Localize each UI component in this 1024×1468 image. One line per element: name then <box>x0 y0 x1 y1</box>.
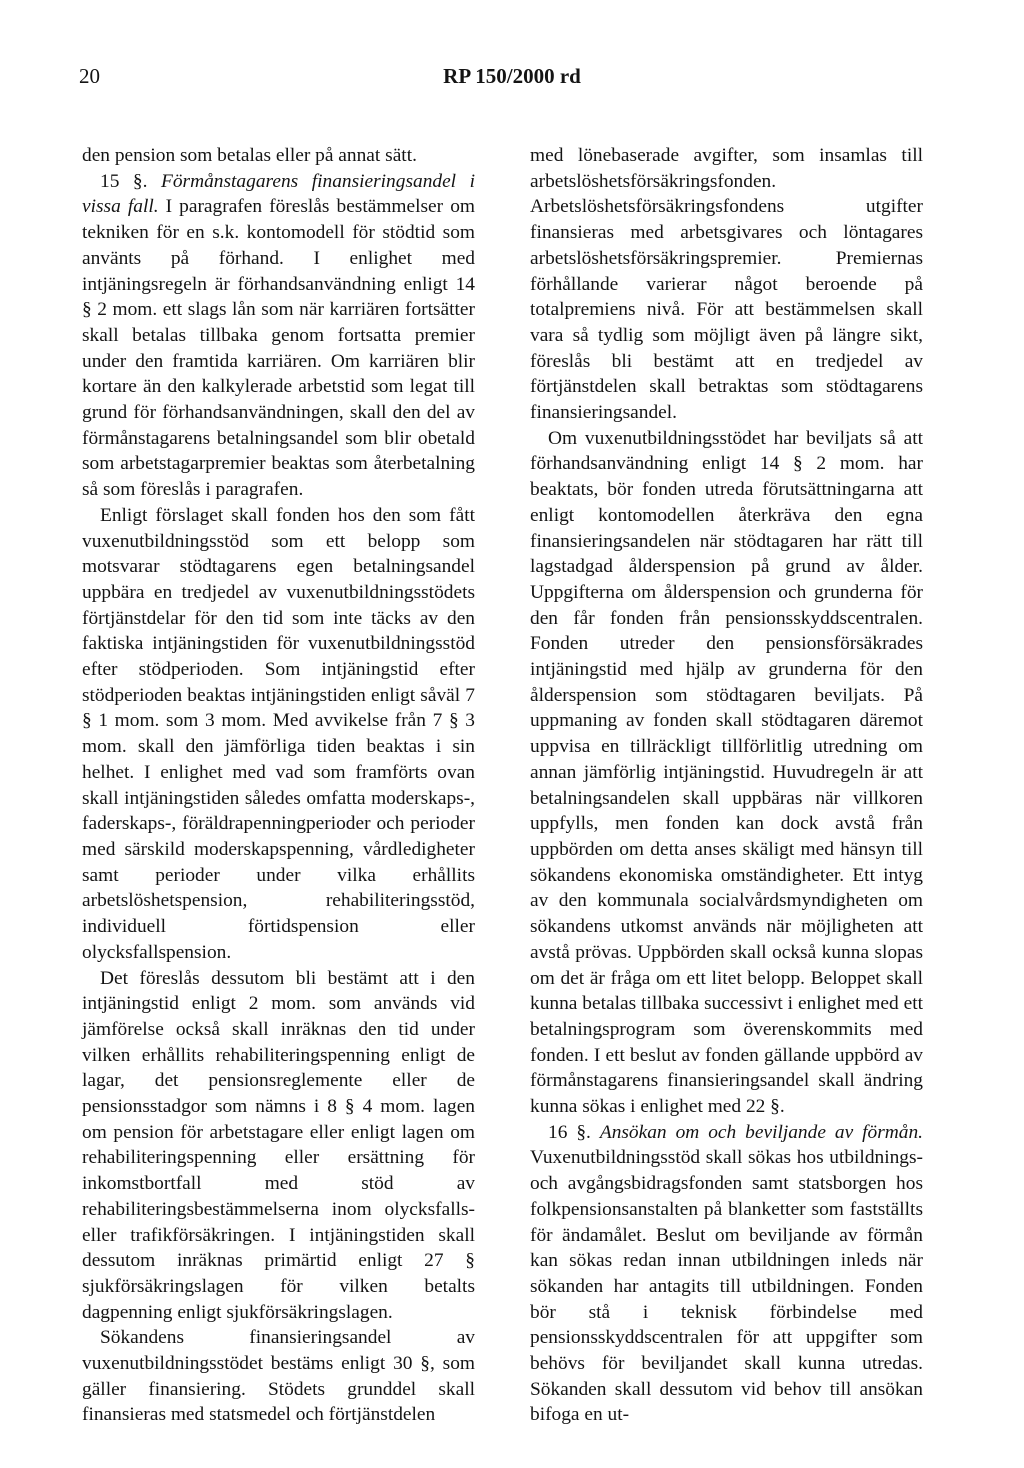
paragraph: Om vuxenutbildningsstödet har beviljats så att förhandsanvändning enligt 14 § 2 mom. har beaktats, bör fonden utreda förutsättningarna att enligt kontomodellen återkräva den egna finansieringsandelen när stödtagaren har rätt till lagstadgad ålderspension på grund av ålder. Uppgifterna om ålderspension och grunderna för den får fonden från pensionsskyddscentralen. Fonden utreder den pensionsförsäkrades intjäningstid med hjälp av grunderna för den ålderspension som stödtagaren beviljats. På uppmaning av fonden skall stödtagaren däremot uppvisa en tillräckligt tillförlitlig utredning om annan jämförlig intjäningstid. Huvudregeln är att betalningsandelen skall uppbäras när villkoren uppfylls, men fonden kan dock avstå från uppbörden om detta anses skäligt med hänsyn till sökandens ekonomiska omständigheter. Ett intyg av den kommunala socialvårdsmyndigheten om sökandens utkomst används när möjligheten att avstå prövas. Uppbörden skall också kunna slopas om det är fråga om ett litet belopp. Beloppet skall kunna betalas tillbaka successivt i enlighet med ett betalningsprogram som överenskommits med fonden. I ett beslut av fonden gällande uppbörd av förmånstagarens finansieringsandel skall ändring kunna sökas i enlighet med 22 §. <box>530 427 923 1118</box>
running-title: RP 150/2000 rd <box>443 64 581 88</box>
left-column <box>82 143 475 1428</box>
paragraph: med lönebaserade avgifter, som insamlas till arbetslöshetsförsäkringsfonden. Arbetslöshetsförsäkringsfondens utgifter finansieras med arbetsgivares och löntagares arbetslöshetsförsäkringspremier. Premiernas förhållande varierar något beroende på totalpremiens nivå. För att bestämmelsen skall vara så tydlig som möjligt även på längre sikt, föreslås bli bestämt att en tredjedel av förtjänstdelen skall betraktas som stödtagarens finansieringsandel. <box>530 145 923 424</box>
paragraph: Det föreslås dessutom bli bestämt att i den intjäningstid enligt 2 mom. som används vid jämförelse också skall inräknas den tid under vilken erhållits rehabiliteringspenning enligt de lagar, det pensionsreglemente eller de pensionsstadgor som nämns i 8 § 4 mom. lagen om pension för arbetstagare eller enligt lagen om rehabiliteringspenning eller ersättning för inkomstbortfall med stöd av rehabiliteringsbestämmelserna inom olycksfalls- eller trafikförsäkringen. I intjäningstiden skall dessutom inräknas primärtid enligt 27 § sjukförsäkringslagen för vilken betalts dagpenning enligt sjukförsäkringslagen. <box>82 967 475 1323</box>
section-heading: Förmånstagarens finansieringsandel i vissa fall. <box>82 170 475 218</box>
page-header <box>79 64 945 94</box>
right-column <box>530 143 923 1428</box>
section-heading: Ansökan om och beviljande av förmån. <box>599 1121 923 1143</box>
paragraph: den pension som betalas eller på annat sätt. <box>82 145 417 166</box>
section-16-paragraph <box>530 1120 923 1428</box>
page-number: 20 <box>79 64 100 88</box>
section-15-paragraph <box>82 169 475 503</box>
paragraph-body: I paragrafen föreslås bestämmelser om tekniken för en s.k. kontomodell för stödtid som använts på förhand. I enlighet med intjäningsregeln är förhandsanvändning enligt 14 § 2 mom. ett slags lån som när karriären fortsätter skall betalas tillbaka genom fortsatta premier under den framtida karriären. Om karriären blir kortare än den kalkylerade arbetstid som legat till grund för förhandsanvändningen, skall den del av förmånstagarens betalningsandel som blir obetald som arbetstagarpremier beaktas som återbetalning så som föreslås i paragrafen. <box>82 196 475 501</box>
section-number: 16 §. <box>548 1121 591 1143</box>
paragraph: Enligt förslaget skall fonden hos den som fått vuxenutbildningsstöd som ett belopp som motsvarar stödtagarens egen betalningsandel uppbära en tredjedel av vuxenutbildningsstödets förtjänstdelar för den tid som inte täcks av den faktiska intjäningstiden för vuxenutbildningsstöd efter stödperioden. Som intjäningstid efter stödperioden beaktas intjäningstiden enligt såväl 7 § 1 mom. som 3 mom. Med avvikelse från 7 § 3 mom. skall den jämförliga tiden beaktas i sin helhet. I enlighet med vad som framförts ovan skall intjäningstiden således omfatta moderskaps-, faderskaps-, föräldrapenningperioder och perioder med särskild moderskapspenning, vårdledigheter samt perioder under vilka erhållits arbetslöshetspension, rehabiliteringsstöd, individuell förtidspension eller olycksfallspension. <box>82 504 475 963</box>
section-number: 15 §. <box>100 170 148 192</box>
paragraph-body: Vuxenutbildningsstöd skall sökas hos utbildnings- och avgångsbidragsfonden samt statsborgen hos folkpensionsanstalten på blanketter som fastställts för ändamålet. Beslut om beviljande av förmån kan sökas redan innan utbildningen inleds när sökanden har antagits till utbildningen. Fonden bör stå i teknisk förbindelse med pensionsskyddscentralen för att uppgifter som behövs för beviljandet skall kunna utredas. Sökanden skall dessutom vid behov till ansökan bifoga en ut- <box>530 1147 923 1426</box>
paragraph: Sökandens finansieringsandel av vuxenutbildningsstödet bestäms enligt 30 §, som gäller finansiering. Stödets grunddel skall finansieras med statsmedel och förtjänstdelen <box>82 1327 475 1426</box>
